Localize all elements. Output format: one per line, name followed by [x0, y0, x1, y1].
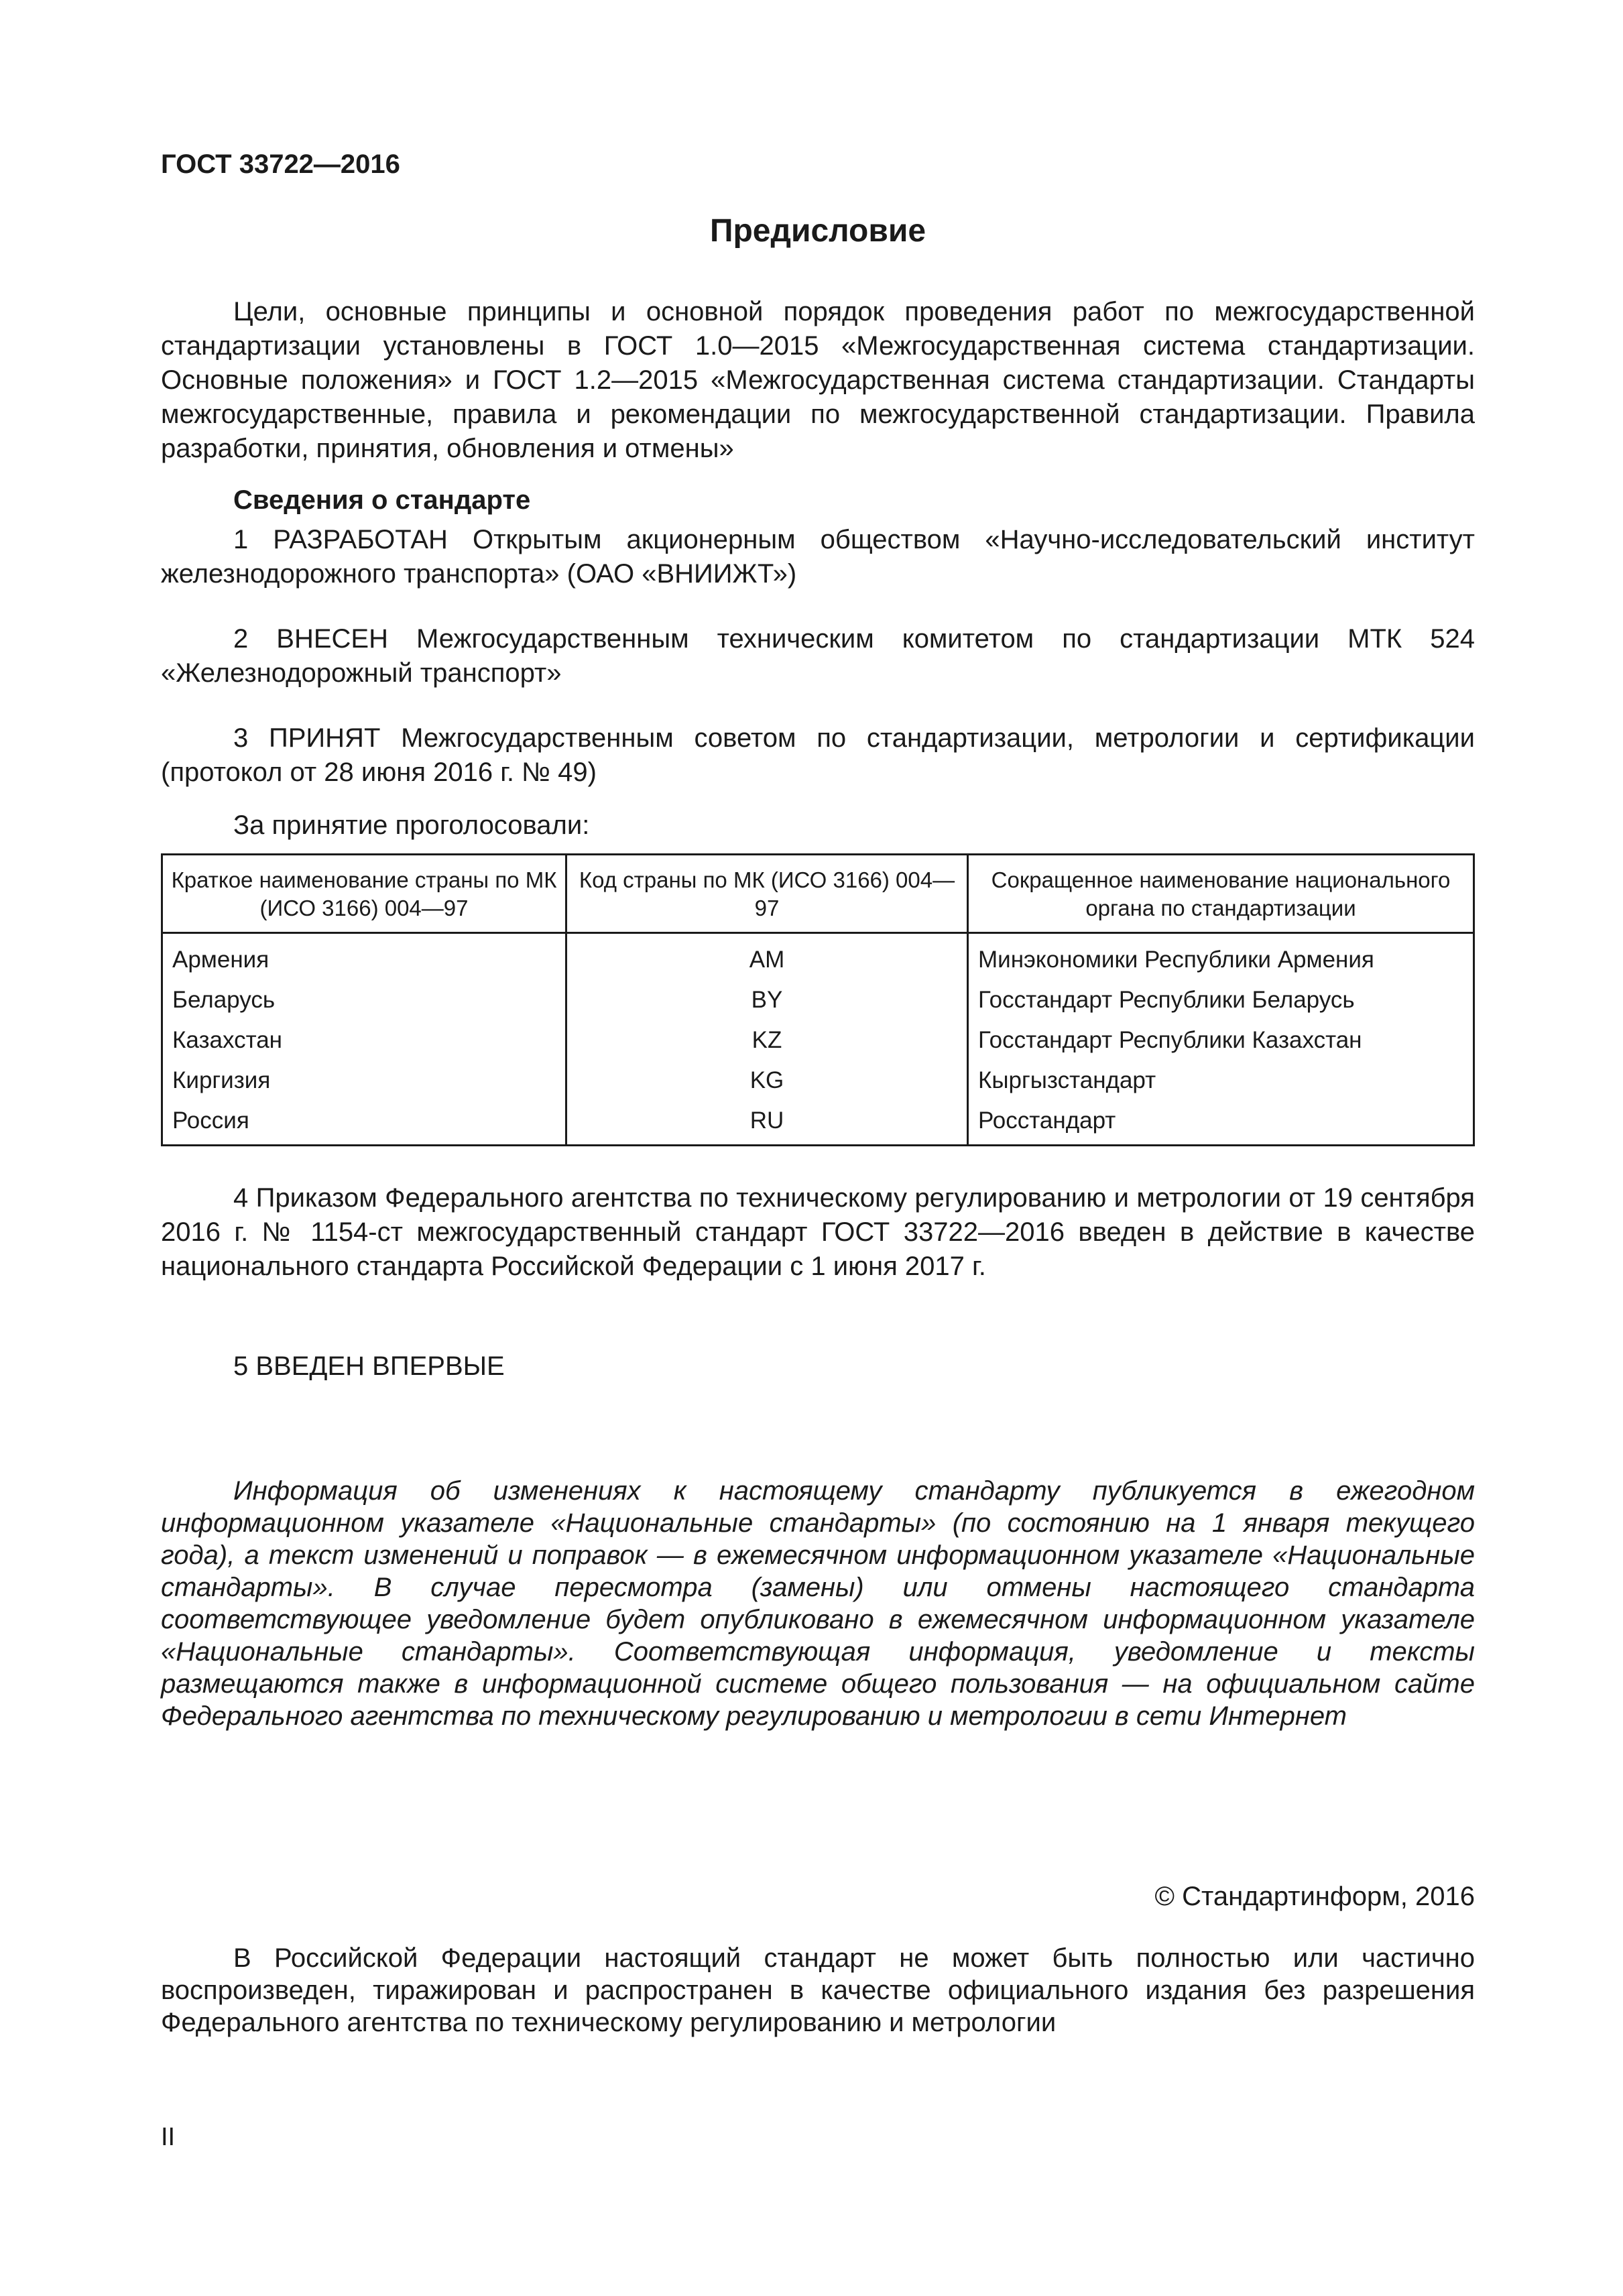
item-submitted: 2 ВНЕСЕН Межгосударственным техническим комитетом по стандартизации МТК 524 «Железнодорожный транспорт»: [161, 624, 1475, 688]
changes-info-note: Информация об изменениях к настоящему стандарту публикуется в ежегодном информационном указателе «Национальные стандарты» (по состоянию на 1 января текущего года), а текст изменений и поправок — в ежемесячном информационном указателе «Национальные стандарты». В случае пересмотра (замены) или отмены настоящего стандарта соответствующее уведомление будет опубликовано в ежемесячном информационном указателе «Национальные стандарты». Соответствующая информация, уведомление и тексты размещаются также в информационной системе общего пользования — на официальном сайте Федерального агентства по техническому регулированию и метрологии в сети Интернет: [161, 1476, 1475, 1731]
table-header-row: [162, 855, 1474, 933]
table-row: [162, 1061, 1474, 1101]
country-cell: Россия: [172, 1107, 249, 1134]
item-enacted: 4 Приказом Федерального агентства по техническому регулированию и метрологии от 19 сентября 2016 г. № 1154-ст межгосударственный стандарт ГОСТ 33722—2016 введен в действие в качестве национального стандарта Российской Федерации с 1 июня 2017 г.: [161, 1183, 1475, 1281]
document-page: [161, 147, 1475, 2039]
header-standards-body: Сокращенное наименование национального органа по стандартизации: [968, 855, 1474, 933]
code-cell: AM: [566, 933, 968, 981]
rights-notice: В Российской Федерации настоящий стандарт не может быть полностью или частично воспроизведен, тиражирован и распространен в качестве официального издания без разрешения Федерального агентства по техническому регулированию и метрологии: [161, 1943, 1475, 2037]
table-row: [162, 1101, 1474, 1146]
code-cell: KZ: [566, 1020, 968, 1061]
header-country-name: Краткое наименование страны по МК (ИСО 3166) 004—97: [162, 855, 566, 933]
page-number: II: [161, 2123, 176, 2151]
copyright-line: © Стандартинформ, 2016: [1154, 1882, 1475, 1911]
table-row: [162, 933, 1474, 981]
item-first-introduced: 5 ВВЕДЕН ВПЕРВЫЕ: [233, 1351, 505, 1381]
country-cell: Армения: [172, 947, 269, 973]
item-adopted: 3 ПРИНЯТ Межгосударственным советом по стандартизации, метрологии и сертификации (протокол от 28 июня 2016 г. № 49): [161, 723, 1475, 787]
code-cell: KG: [566, 1061, 968, 1101]
voted-caption: За принятие проголосовали:: [233, 810, 590, 840]
country-cell: Киргизия: [172, 1067, 271, 1093]
body-cell: Госстандарт Республики Беларусь: [968, 980, 1474, 1020]
header-country-code: Код страны по МК (ИСО 3166) 004—97: [566, 855, 968, 933]
code-cell: RU: [566, 1101, 968, 1146]
section-heading: Сведения о стандарте: [233, 485, 531, 515]
table-row: [162, 980, 1474, 1020]
country-cell: Беларусь: [172, 987, 276, 1013]
body-cell: Росстандарт: [968, 1101, 1474, 1146]
item-developed: 1 РАЗРАБОТАН Открытым акционерным обществом «Научно-исследовательский институт железнодорожного транспорта» (ОАО «ВНИИЖТ»): [161, 525, 1475, 589]
voting-table: [161, 853, 1475, 1146]
code-cell: BY: [566, 980, 968, 1020]
table-row: [162, 1020, 1474, 1061]
body-cell: Минэкономики Республики Армения: [968, 933, 1474, 981]
intro-paragraph: Цели, основные принципы и основной порядок проведения работ по межгосударственной стандартизации установлены в ГОСТ 1.0—2015 «Межгосударственная система стандартизации. Основные положения» и ГОСТ 1.2—2015 «Межгосударственная система стандартизации. Стандарты межгосударственные, правила и рекомендации по межгосударственной стандартизации. Правила разработки, принятия, обновления и отмены»: [161, 297, 1475, 463]
body-cell: Кыргызстандарт: [968, 1061, 1474, 1101]
document-id: ГОСТ 33722—2016: [161, 149, 400, 179]
country-cell: Казахстан: [172, 1027, 283, 1053]
body-cell: Госстандарт Республики Казахстан: [968, 1020, 1474, 1061]
page-title: Предисловие: [709, 213, 926, 249]
